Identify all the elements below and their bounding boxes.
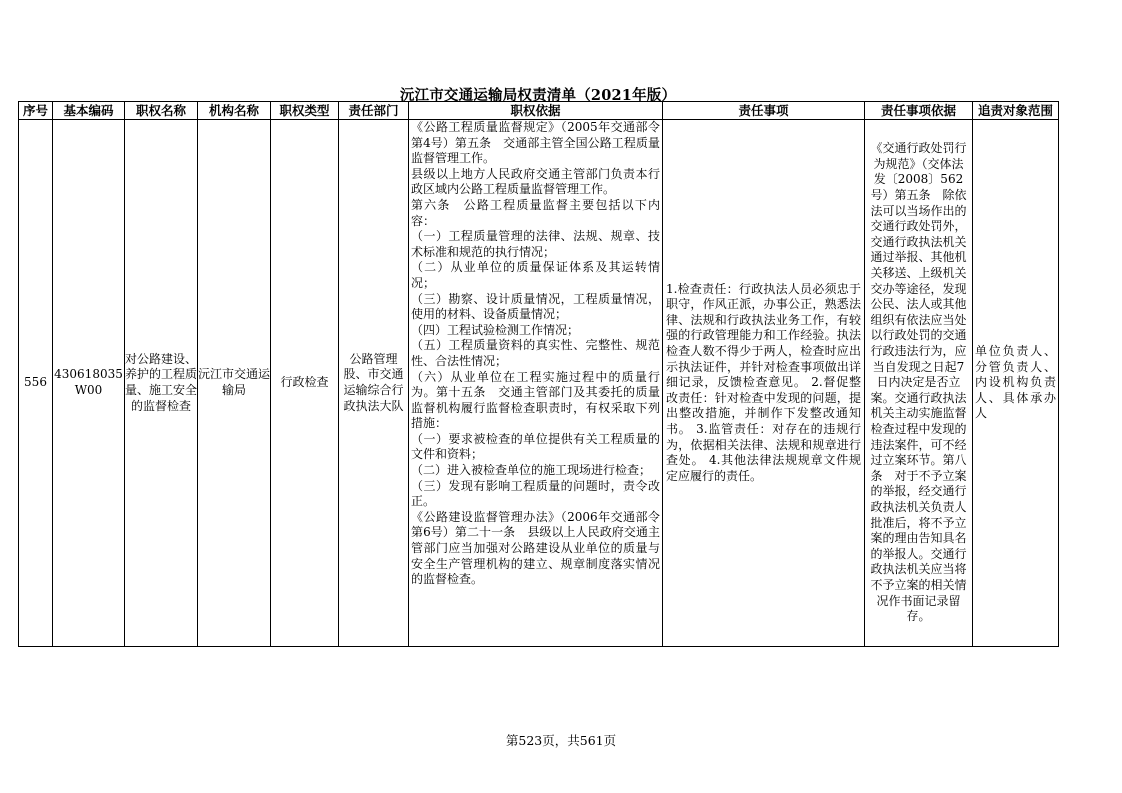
basis-paragraph: （三）勘察、设计质量情况，工程质量情况，使用的材料、设备质量情况； [411, 291, 660, 322]
basis-paragraph: （二）从业单位的质量保证体系及其运转情况； [411, 260, 660, 290]
header-org-name: 机构名称 [198, 102, 271, 120]
header-power-name: 职权名称 [125, 102, 198, 120]
cell-duty: 1.检查责任：行政执法人员必须忠于职守，作风正派，办事公正，熟悉法律、法规和行政执法业务工作，有较强的行政管理能力和工作经验。执法检查人数不得少于两人，检查时应出示执法证件，并针对检查事项做出详细记录，反馈检查意见。 2.督促整改责任：针对检查中发现的问题，提出整改措施，并制作下发整改通知书。 3.监管责任：对存在的违规行为，依据相关法律、法规和规章进行查处。 4.其他法律法规规章文件规定应履行的责任。 [663, 120, 865, 647]
table-header-row [19, 102, 1059, 120]
cell-power-name: 对公路建设、养护的工程质量、施工安全的监督检查 [125, 120, 198, 647]
cell-index: 556 [19, 120, 53, 647]
header-dept: 责任部门 [339, 102, 409, 120]
basis-paragraph: （三）发现有影响工程质量的问题时，责令改正。 [411, 478, 660, 509]
basis-paragraph: 《公路工程质量监督规定》（2005年交通部令第4号）第五条 交通部主管全国公路工程质量监督管理工作。 [411, 120, 660, 166]
header-scope: 追责对象范围 [973, 102, 1059, 120]
document-title: 沅江市交通运输局权责清单（2021年版） [399, 87, 677, 104]
cell-scope: 单位负责人、分管负责人、内设机构负责人、具体承办人 [973, 120, 1059, 647]
basis-paragraph: 第六条 公路工程质量监督主要包括以下内容： [411, 197, 660, 228]
cell-code: 430618035W00 [53, 120, 125, 647]
page-number: 第523页，共561页 [505, 733, 617, 748]
basis-paragraph: （二）进入被检查单位的施工现场进行检查； [411, 463, 652, 478]
basis-paragraph: （一）工程质量管理的法律、法规、规章、技术标准和规范的执行情况； [411, 229, 660, 259]
basis-paragraph: （一）要求被检查的单位提供有关工程质量的文件和资料； [411, 431, 660, 462]
header-power-type: 职权类型 [271, 102, 339, 120]
table-row [19, 120, 1059, 647]
cell-org-name: 沅江市交通运输局 [198, 120, 271, 647]
basis-paragraph: 《公路建设监督管理办法》（2006年交通部令第6号）第二十一条 县级以上人民政府交通主管部门应当加强对公路建设从业单位的质量与安全生产管理机构的建立、规章制度落实情况的监督检查。 [411, 509, 660, 587]
header-evidence: 责任事项依据 [865, 102, 973, 120]
header-index: 序号 [19, 102, 53, 120]
basis-paragraph: 县级以上地方人民政府交通主管部门负责本行政区域内公路工程质量监督管理工作。 [411, 166, 660, 197]
header-code: 基本编码 [53, 102, 125, 120]
cell-power-type: 行政检查 [271, 120, 339, 647]
cell-dept: 公路管理股、市交通运输综合行政执法大队 [339, 120, 409, 647]
basis-paragraph: （五）工程质量资料的真实性、完整性、规范性、合法性情况； [411, 338, 660, 368]
header-basis: 职权依据 [409, 102, 663, 120]
header-duty: 责任事项 [663, 102, 865, 120]
basis-paragraph: （四）工程试验检测工作情况； [411, 322, 580, 337]
cell-basis [409, 120, 663, 647]
cell-evidence: 《交通行政处罚行为规范》（交体法发〔2008〕562号）第五条 除依法可以当场作出的交通行政处罚外，交通行政执法机关通过举报、其他机关移送、上级机关交办等途径，发现公民、法人或其他组织有依法应当处以行政处罚的交通行政违法行为，应当自发现之日起7日内决定是否立案。交通行政执法机关主动实施监督检查过程中发现的违法案件，可不经过立案环节。第八条 对于不予立案的举报，经交通行政执法机关负责人批准后，将不予立案的理由告知具名的举报人。交通行政执法机关应当将不予立案的相关情况作书面记录留存。 [865, 120, 973, 647]
power-responsibility-table [18, 101, 1059, 647]
basis-paragraph: （六）从业单位在工程实施过程中的质量行为。第十五条 交通主管部门及其委托的质量监督机构履行监督检查职责时，有权采取下列措施： [411, 369, 660, 431]
